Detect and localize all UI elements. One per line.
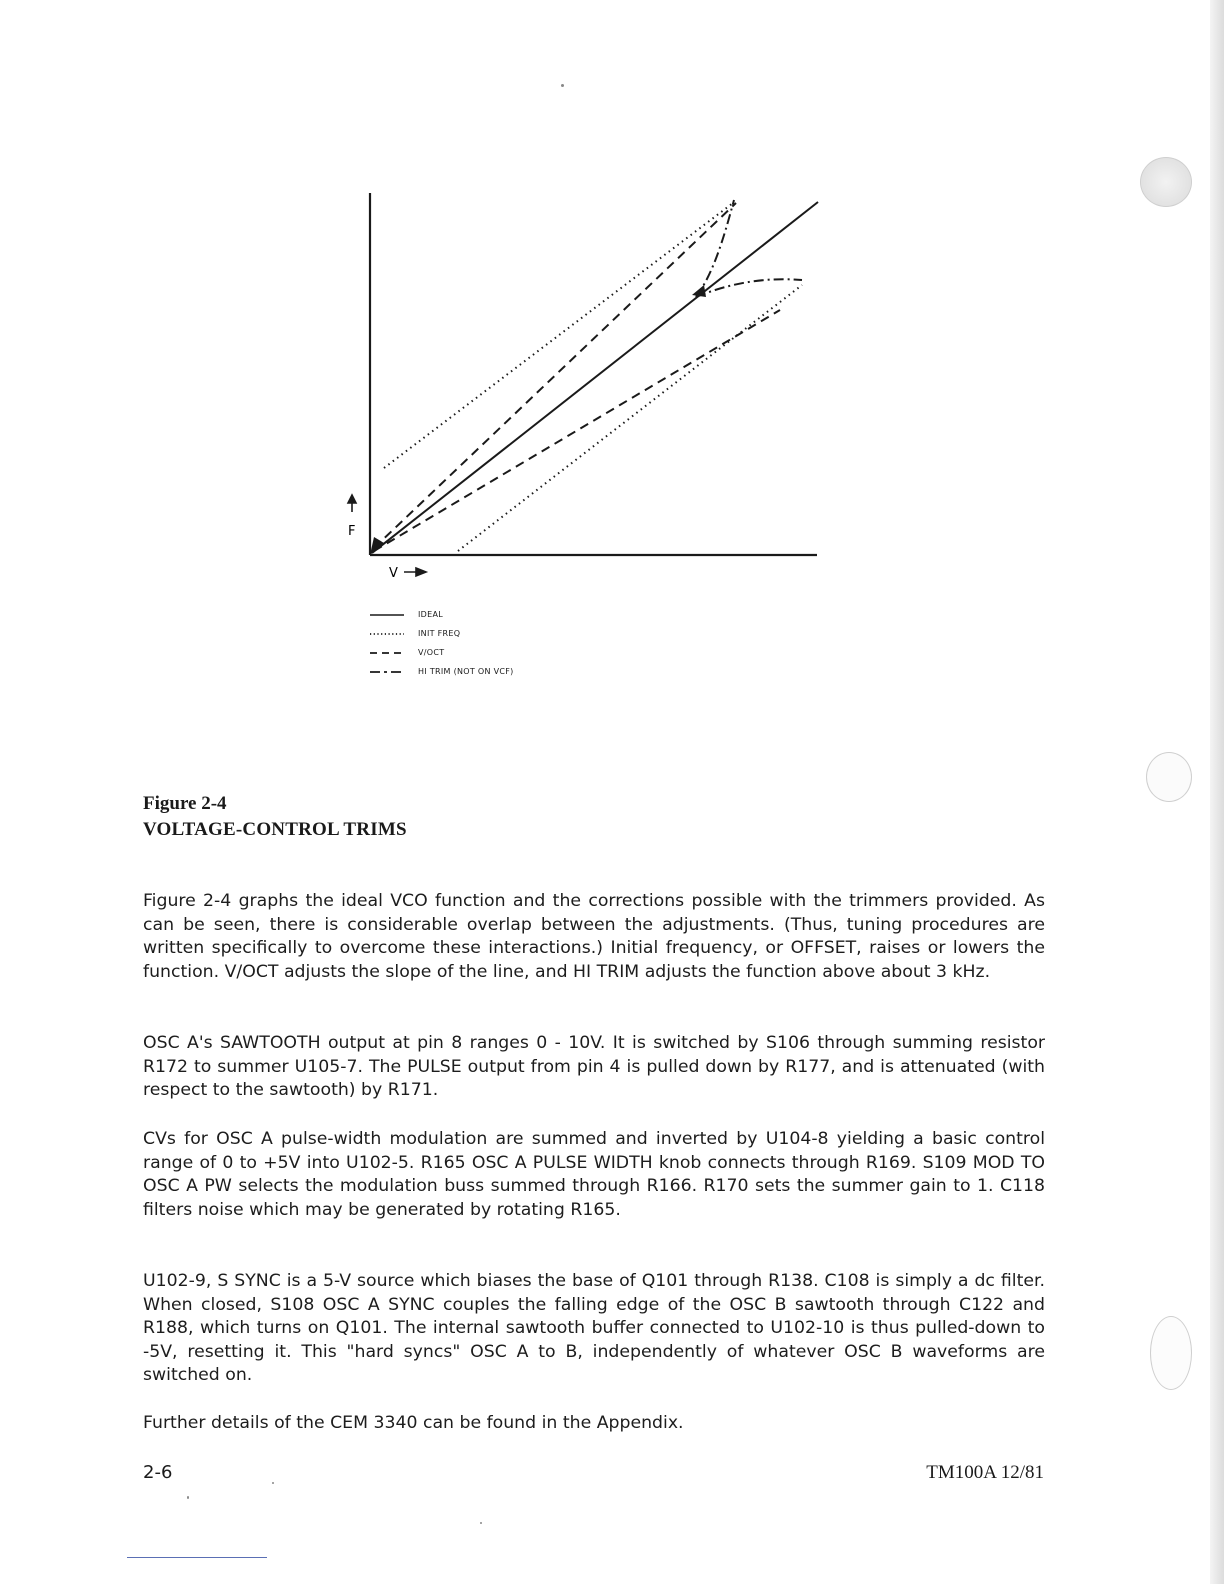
legend-label: V/OCT [418,648,445,657]
page-number: 2-6 [143,1462,173,1483]
hi-trim-arrow-icon [692,285,706,297]
legend-item-hi-trim [370,662,570,681]
legend-item-ideal [370,605,570,624]
paragraph-sync: U102-9, S SYNC is a 5-V source which biases the base of Q101 through R138. C108 is simply a dc filter. When closed, S108 OSC A SYNC couples the falling edge of the OSC B sawtooth through C122 and R188, which turns on Q101. The internal sawtooth buffer connected to U102-10 is thus pulled-down to -5V, resetting it. This "hard syncs" OSC A to B, independently of whatever OSC B waveforms are switched on. [143,1271,1045,1385]
punch-hole [1150,1316,1192,1390]
legend-label: IDEAL [418,610,444,619]
legend-item-v-oct [370,643,570,662]
scan-speck [187,1496,189,1499]
v-oct-line-shallow [374,310,780,551]
paragraph-sawtooth-output: OSC A's SAWTOOTH output at pin 8 ranges 0 - 10V. It is switched by S106 through summing resistor R172 to summer U105-7. The PULSE output from pin 4 is pulled down by R177, and is attenuated (with respect to the sawtooth) by R171. [143,1033,1045,1100]
ideal-line [372,202,818,553]
solid-line-swatch-icon [370,611,404,619]
paragraph-vco-function: Figure 2-4 graphs the ideal VCO function and the corrections possible with the trimmers provided. As can be seen, there is considerable overlap between the adjustments. (Thus, tuning procedures are written specifically to overcome these interactions.) Initial frequency, or OFFSET, raises or lowers the function. V/OCT adjusts the slope of the line, and HI TRIM adjusts the function above about 3 kHz. [143,891,1045,982]
init-freq-line-high [384,203,733,468]
figure-number: Figure 2-4 [143,793,227,814]
dotted-line-swatch-icon [370,630,404,638]
hi-trim-curve-down [696,279,802,297]
v-right-arrow-icon [404,568,426,576]
page-edge [1210,0,1224,1584]
f-up-arrow-icon [348,495,356,512]
vco-trim-graph [340,185,820,585]
punch-hole [1140,157,1192,207]
scan-speck [561,84,564,87]
legend-label: INIT FREQ [418,629,461,638]
y-axis-label: F [348,524,356,539]
paragraph-appendix: Further details of the CEM 3340 can be found in the Appendix. [143,1413,684,1433]
scan-speck [272,1482,274,1484]
x-axis-label: V [389,566,398,581]
figure-title: VOLTAGE-CONTROL TRIMS [143,819,407,840]
punch-hole [1146,752,1192,802]
legend-item-init-freq [370,624,570,643]
legend-label: HI TRIM (NOT ON VCF) [418,667,514,676]
dashed-line-swatch-icon [370,649,404,657]
document-id: TM100A 12/81 [926,1462,1044,1483]
dash-dot-line-swatch-icon [370,668,404,676]
scan-speck [480,1522,482,1524]
graph-legend [370,605,570,681]
v-oct-line-steep [374,203,736,548]
bottom-rule [127,1557,267,1558]
paragraph-pulse-width: CVs for OSC A pulse-width modulation are summed and inverted by U104-8 yielding a basic control range of 0 to +5V into U102-5. R165 OSC A PULSE WIDTH knob connects through R169. S109 MOD TO OSC A PW selects the modulation buss summed through R166. R170 sets the summer gain to 1. C118 filters noise which may be generated by rotating R165. [143,1129,1045,1220]
